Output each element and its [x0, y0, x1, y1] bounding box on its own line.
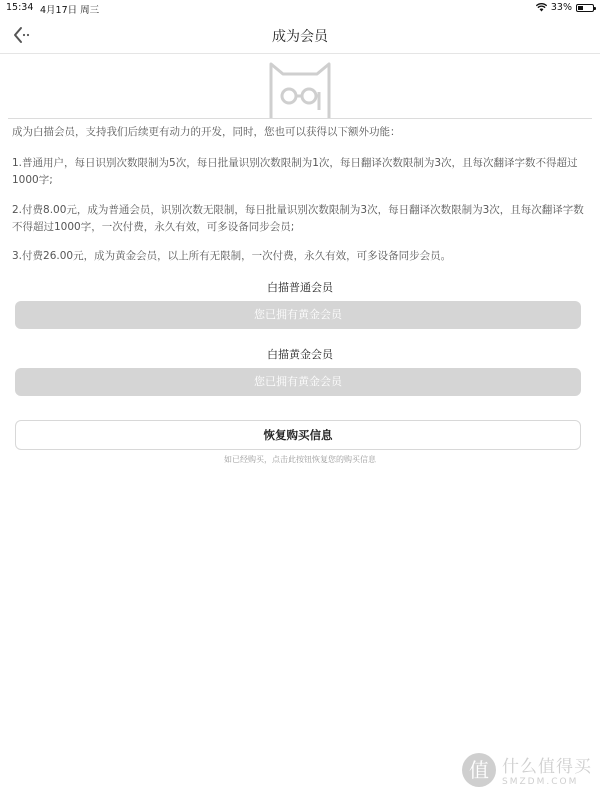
battery-fill — [578, 6, 583, 10]
status-right — [536, 2, 594, 13]
restore-purchase-button[interactable]: 恢复购买信息 — [15, 420, 581, 450]
divider — [8, 118, 592, 119]
status-date: 4月17日 周三 — [40, 5, 100, 16]
restore-hint: 如已经购买，点击此按钮恢复您的购买信息 — [224, 455, 376, 464]
status-time: 15:34 — [6, 2, 34, 13]
cat-mascot-icon — [265, 60, 335, 118]
battery-icon — [576, 4, 594, 12]
standard-plan-button[interactable]: 您已拥有黄金会员 — [15, 301, 581, 329]
intro-text: 成为白描会员，支持我们后续更有动力的开发，同时，您也可以获得以下额外功能： — [12, 126, 401, 138]
watermark-text — [502, 752, 592, 787]
watermark-en: SMZDM.COM — [502, 777, 579, 787]
plan-title-standard: 白描普通会员 — [267, 281, 333, 294]
feature-item-1: 1.普通用户，每日识别次数限制为5次，每日批量识别次数限制为1次，每日翻译次数限制为3次，且每次翻译字数不得超过1000字; — [12, 157, 578, 186]
watermark — [462, 752, 592, 787]
wifi-icon — [536, 3, 547, 12]
watermark-logo: 值 — [462, 753, 496, 787]
nav-bar — [0, 16, 600, 54]
plan-title-gold: 白描黄金会员 — [267, 348, 333, 361]
page-title: 成为会员 — [272, 29, 328, 45]
feature-item-2: 2.付费8.00元，成为普通会员，识别次数无限制，每日批量识别次数限制为3次，每日翻译次数限制为3次，且每次翻译字数不得超过1000字，一次付费，永久有效，可多设备同步会员; — [12, 204, 584, 233]
gold-plan-button[interactable]: 您已拥有黄金会员 — [15, 368, 581, 396]
battery-percent: 33% — [550, 2, 572, 13]
status-bar — [0, 0, 600, 16]
watermark-cn: 什么值得买 — [502, 757, 592, 777]
feature-item-3: 3.付费26.00元，成为黄金会员，以上所有无限制，一次付费，永久有效，可多设备同步会员。 — [12, 250, 452, 262]
